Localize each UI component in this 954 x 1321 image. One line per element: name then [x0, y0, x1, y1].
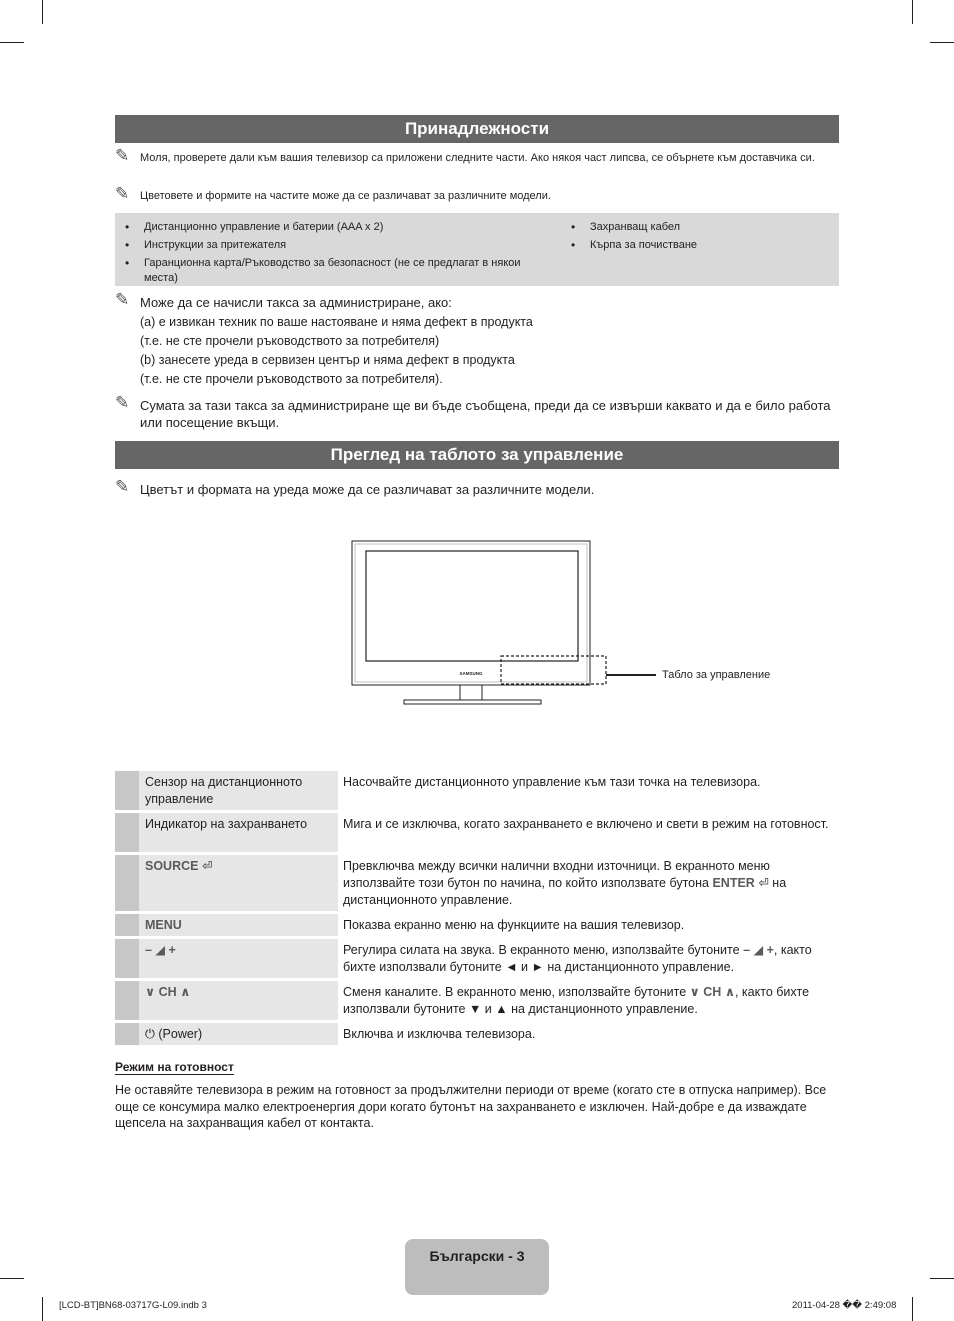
ch-key-label: CH: [703, 985, 722, 999]
chevron-down-icon: ∨: [145, 985, 156, 999]
standby-heading: Режим на готовност: [115, 1060, 234, 1074]
accessory-list-box: [115, 213, 839, 286]
crop-mark: [930, 1278, 954, 1279]
menu-key-label: MENU: [145, 918, 182, 932]
desc-part: Регулира силата на звука. В екранното меню, използвайте бутоните: [343, 943, 740, 957]
control-name: [139, 939, 338, 978]
crop-mark: [0, 42, 24, 43]
crop-mark: [912, 1297, 913, 1321]
standby-text: Не оставяйте телевизора в режим на готовност за продължителни периоди от време (когато сте в отпуска например). Все още се консумира малко електроенергия дори когато бутонът на захранването е изключен. Най-добре е да изваждате щепсела на захранващия кабел от контакта.: [115, 1083, 827, 1130]
row-marker: [115, 1023, 139, 1045]
pencil-note-icon: ✎: [115, 184, 130, 203]
chevron-up-icon: ∧: [724, 985, 735, 999]
list-item: • Дистанционно управление и батерии (AAA x 2): [115, 220, 555, 235]
row-marker: [115, 771, 139, 810]
note-check-parts: [115, 146, 839, 166]
control-name: Сензор на дистанционното управление: [139, 771, 338, 810]
row-marker: [115, 855, 139, 911]
list-item: • Инструкции за притежателя: [115, 238, 555, 253]
control-desc: [338, 981, 839, 1020]
table-row: [115, 855, 839, 911]
table-row: [115, 1023, 839, 1045]
enter-key-label: ENTER: [712, 876, 755, 890]
desc-part: на дистанционното управление.: [343, 876, 787, 907]
row-marker: [115, 813, 139, 852]
footer-file: [LCD-BT]BN68-03717G-L09.indb 3: [59, 1300, 207, 1311]
note-unit-color: [115, 477, 839, 498]
accessory-list-right: [561, 220, 831, 256]
control-desc: Мига и се изключва, когато захранването е включено и свети в режим на готовност.: [343, 817, 829, 831]
pencil-note-icon: ✎: [115, 290, 130, 309]
volume-icon: – ◢ +: [743, 943, 774, 957]
note-text: Моля, проверете дали към вашия телевизор са приложени следните части. Ако някоя част липсва, се обърнете към доставчика си.: [140, 152, 815, 164]
accessory-list-left: [115, 220, 555, 289]
crop-mark: [930, 42, 954, 43]
list-item: • Захранващ кабел: [561, 220, 831, 235]
row-marker: [115, 939, 139, 978]
note-colors: [115, 184, 839, 204]
list-item: • Кърпа за почистване: [561, 238, 831, 253]
fee-condition: (a) е извикан техник по ваше настояване и няма дефект в продукта: [140, 315, 533, 329]
callout-label: Табло за управление: [662, 669, 771, 681]
footer-timestamp: 2011-04-28 �� 2:49:08: [792, 1300, 897, 1311]
fee-condition: (b) занесете уреда в сервизен център и няма дефект в продукта: [140, 353, 515, 367]
section-header-control-panel: Преглед на таблото за управление: [115, 441, 839, 469]
control-desc: Показва екранно меню на функциите на вашия телевизор.: [343, 918, 685, 932]
fee-condition: (т.е. не сте прочели ръководството за потребителя): [140, 334, 440, 348]
table-row: [115, 939, 839, 978]
pencil-note-icon: ✎: [115, 477, 130, 496]
row-marker: [115, 981, 139, 1020]
volume-icon: – ◢ +: [145, 943, 176, 957]
power-icon: ⏻: [145, 1027, 155, 1041]
crop-mark: [912, 0, 913, 24]
crop-mark: [42, 1297, 43, 1321]
control-name: [139, 981, 338, 1020]
pencil-note-icon: ✎: [115, 393, 130, 412]
pencil-note-icon: ✎: [115, 146, 130, 165]
ch-key-label: CH: [158, 985, 177, 999]
note-admin-fee: [115, 290, 839, 311]
table-row: [115, 813, 839, 852]
note-fee-amount: [115, 393, 839, 431]
tv-illustration: [340, 535, 790, 710]
note-text: Цветовете и формите на частите може да се различават за различните модели.: [140, 190, 551, 202]
list-item: • Гаранционна карта/Ръководство за безопасност (не се предлагат в някои места): [115, 256, 555, 286]
enter-icon: ⏎: [758, 876, 769, 890]
note-text: Цветът и формата на уреда може да се различават за различните модели.: [140, 482, 595, 497]
control-desc: Включва и изключва телевизора.: [343, 1027, 536, 1041]
crop-mark: [42, 0, 43, 24]
table-row: [115, 981, 839, 1020]
control-desc: [338, 855, 839, 911]
section-header-accessories: Принадлежности: [115, 115, 839, 143]
control-name: [139, 914, 338, 936]
desc-part: , както бихте използвали бутоните ◄ и ► на дистанционното управление.: [343, 943, 812, 974]
note-text: Може да се начисли такса за администриране, ако:: [140, 295, 452, 310]
desc-part: Превключва между всички налични входни източници. В екранното меню използвайте този бутон по начина, по който използвате бутона: [343, 859, 770, 890]
control-desc: [338, 939, 839, 978]
note-text: Сумата за тази такса за администриране ще ви бъде съобщена, преди да се извърши каквато и да е било работа или посещение вкъщи.: [140, 398, 831, 430]
power-label: (Power): [158, 1027, 203, 1041]
chevron-down-icon: ∨: [689, 985, 700, 999]
control-desc: Насочвайте дистанционното управление към тази точка на телевизора.: [343, 775, 761, 789]
desc-part: Сменя каналите. В екранното меню, използвайте бутоните: [343, 985, 687, 999]
fee-condition: (т.е. не сте прочели ръководството за потребителя).: [140, 372, 443, 386]
control-name: [139, 855, 338, 911]
controls-table: [115, 771, 839, 1048]
table-row: [115, 914, 839, 936]
control-name: Индикатор на захранването: [139, 813, 338, 852]
table-row: [115, 771, 839, 810]
row-marker: [115, 914, 139, 936]
source-key-label: SOURCE: [145, 859, 199, 873]
crop-mark: [0, 1278, 24, 1279]
page-number-tab: Български - 3: [405, 1239, 549, 1295]
desc-part: , както бихте използвали бутоните ▼ и ▲ на дистанционното управление.: [343, 985, 810, 1016]
tv-brand-logo: SAMSUNG: [459, 671, 483, 676]
chevron-up-icon: ∧: [180, 985, 191, 999]
enter-icon: ⏎: [201, 859, 213, 873]
control-name: [139, 1023, 338, 1045]
